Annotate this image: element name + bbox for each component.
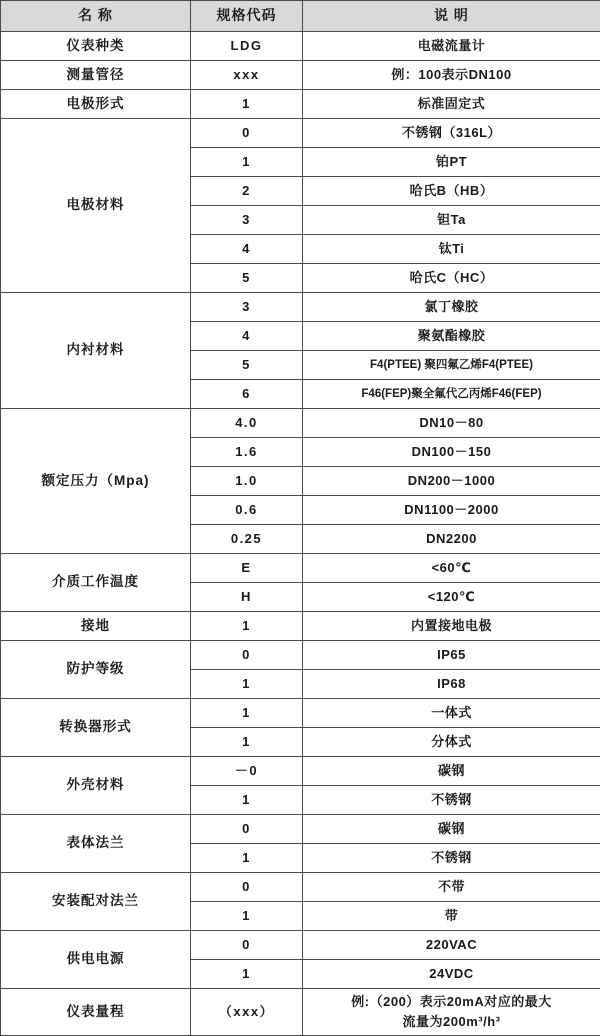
row-code-cell: 1 (191, 902, 303, 931)
row-code-cell: H (191, 583, 303, 612)
row-description-cell: 碳钢 (303, 815, 600, 844)
table-row (1, 612, 600, 641)
row-description-cell: 分体式 (303, 728, 600, 757)
row-description-cell: 不锈钢 (303, 786, 600, 815)
row-name-cell: 转换器形式 (1, 699, 191, 757)
table-header-row (1, 1, 600, 32)
row-code-cell: 5 (191, 264, 303, 293)
row-name-cell: 仪表量程 (1, 989, 191, 1036)
row-code-cell: 0 (191, 931, 303, 960)
table-row (1, 815, 600, 844)
row-description-cell: DN100－150 (303, 438, 600, 467)
row-code-cell: 1.0 (191, 467, 303, 496)
row-description-cell: 不带 (303, 873, 600, 902)
row-code-cell: －0 (191, 757, 303, 786)
table-row (1, 90, 600, 119)
row-code-cell: 3 (191, 293, 303, 322)
row-description-cell: 带 (303, 902, 600, 931)
row-code-cell: 1 (191, 90, 303, 119)
table-body (1, 32, 600, 1036)
row-description-cell: F46(FEP)聚全氟代乙丙烯F46(FEP) (303, 380, 600, 409)
row-description-cell: 24VDC (303, 960, 600, 989)
row-description-cell: DN200－1000 (303, 467, 600, 496)
row-description-cell: 220VAC (303, 931, 600, 960)
row-description-cell: 例：100表示DN100 (303, 61, 600, 90)
table-row (1, 699, 600, 728)
row-description-cell: 钛Ti (303, 235, 600, 264)
row-code-cell: E (191, 554, 303, 583)
row-description-cell: 电磁流量计 (303, 32, 600, 61)
row-description-cell: DN10－80 (303, 409, 600, 438)
table-row (1, 873, 600, 902)
row-code-cell: 5 (191, 351, 303, 380)
row-name-cell: 测量管径 (1, 61, 191, 90)
row-description-cell: 氯丁橡胶 (303, 293, 600, 322)
column-header-name: 名 称 (1, 1, 191, 32)
row-description-cell: <60℃ (303, 554, 600, 583)
row-code-cell: 1 (191, 786, 303, 815)
table-row (1, 931, 600, 960)
row-name-cell: 防护等级 (1, 641, 191, 699)
row-description-cell: 例:（200）表示20mA对应的最大 流量为200m³/h³ (303, 989, 600, 1036)
row-description-cell: 聚氨酯橡胶 (303, 322, 600, 351)
row-code-cell: 6 (191, 380, 303, 409)
row-code-cell: 1 (191, 728, 303, 757)
row-code-cell: 3 (191, 206, 303, 235)
row-name-cell: 电极材料 (1, 119, 191, 293)
row-name-cell: 仪表种类 (1, 32, 191, 61)
row-code-cell: 4 (191, 322, 303, 351)
table-row (1, 293, 600, 322)
row-code-cell: xxx (191, 61, 303, 90)
row-description-cell: F4(PTEE) 聚四氟乙烯F4(PTEE) (303, 351, 600, 380)
row-description-cell: DN2200 (303, 525, 600, 554)
row-code-cell: 0.25 (191, 525, 303, 554)
row-description-cell: 一体式 (303, 699, 600, 728)
row-code-cell: 1.6 (191, 438, 303, 467)
row-name-cell: 接地 (1, 612, 191, 641)
row-description-cell: 不锈钢 (303, 844, 600, 873)
row-description-cell: 铂PT (303, 148, 600, 177)
row-code-cell: 4.0 (191, 409, 303, 438)
row-code-cell: 2 (191, 177, 303, 206)
row-code-cell: 1 (191, 148, 303, 177)
table-row (1, 119, 600, 148)
row-description-cell: 不锈钢（316L） (303, 119, 600, 148)
row-code-cell: 1 (191, 670, 303, 699)
row-description-cell: 哈氏C（HC） (303, 264, 600, 293)
row-name-cell: 外壳材料 (1, 757, 191, 815)
table-header (1, 1, 600, 32)
table-row (1, 757, 600, 786)
row-code-cell: 1 (191, 612, 303, 641)
row-name-cell: 额定压力（Mpa) (1, 409, 191, 554)
table-row (1, 61, 600, 90)
row-name-cell: 内衬材料 (1, 293, 191, 409)
row-name-cell: 介质工作温度 (1, 554, 191, 612)
column-header-description: 说 明 (303, 1, 600, 32)
row-description-cell: IP68 (303, 670, 600, 699)
table-row (1, 409, 600, 438)
table-row (1, 554, 600, 583)
column-header-code: 规格代码 (191, 1, 303, 32)
row-name-cell: 安装配对法兰 (1, 873, 191, 931)
row-description-cell: 哈氏B（HB） (303, 177, 600, 206)
row-code-cell: （xxx） (191, 989, 303, 1036)
row-code-cell: 0 (191, 119, 303, 148)
row-description-cell: 内置接地电极 (303, 612, 600, 641)
row-description-cell: 碳钢 (303, 757, 600, 786)
row-name-cell: 电极形式 (1, 90, 191, 119)
table-row (1, 32, 600, 61)
row-code-cell: LDG (191, 32, 303, 61)
row-description-cell: <120℃ (303, 583, 600, 612)
row-name-cell: 供电电源 (1, 931, 191, 989)
row-code-cell: 1 (191, 960, 303, 989)
row-description-cell: DN1100－2000 (303, 496, 600, 525)
row-code-cell: 1 (191, 844, 303, 873)
row-description-cell: 钽Ta (303, 206, 600, 235)
row-code-cell: 0.6 (191, 496, 303, 525)
table-row (1, 989, 600, 1036)
row-code-cell: 1 (191, 699, 303, 728)
row-description-cell: 标准固定式 (303, 90, 600, 119)
row-name-cell: 表体法兰 (1, 815, 191, 873)
row-code-cell: 0 (191, 815, 303, 844)
row-code-cell: 0 (191, 641, 303, 670)
table-row (1, 641, 600, 670)
row-description-cell: IP65 (303, 641, 600, 670)
row-code-cell: 4 (191, 235, 303, 264)
row-code-cell: 0 (191, 873, 303, 902)
